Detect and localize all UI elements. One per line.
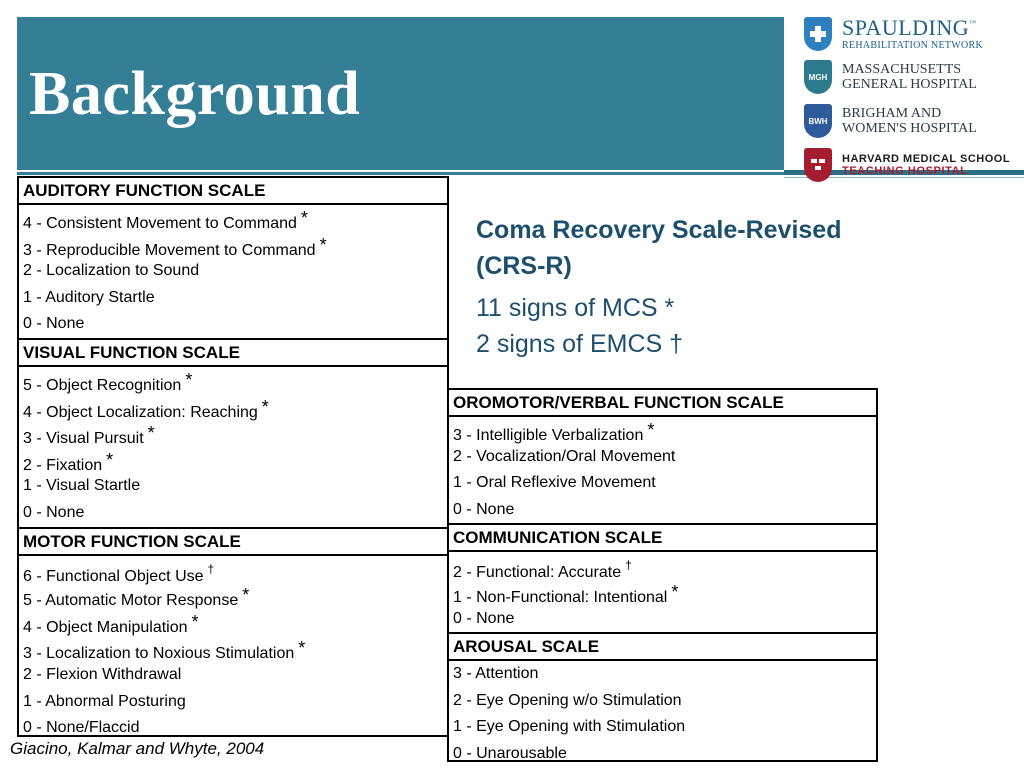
spaulding-logo (804, 16, 983, 51)
title-bar (17, 17, 784, 170)
scale-item-text: 1 - Auditory Startle (23, 288, 155, 306)
mgh-logo (804, 60, 977, 94)
scale-header: AUDITORY FUNCTION SCALE (19, 178, 447, 205)
crs-signs (476, 290, 683, 362)
scale-item-text: 3 - Localization to Noxious Stimulation (23, 645, 295, 663)
emcs-mark: † (625, 558, 632, 573)
scale-item (19, 285, 447, 312)
scale-item-text: 1 - Non-Functional: Intentional (453, 588, 668, 606)
mcs-mark: * (191, 611, 199, 632)
spaulding-cross-icon (804, 17, 832, 51)
crs-title: Coma Recovery Scale-Revised (CRS-R) (476, 216, 842, 280)
scale-header: MOTOR FUNCTION SCALE (19, 529, 447, 556)
scale-item-text: 3 - Attention (453, 665, 539, 683)
scale-item (19, 473, 447, 500)
mcs-mark: * (185, 369, 193, 390)
scale-item-text: 3 - Visual Pursuit (23, 430, 144, 448)
scale-header: OROMOTOR/VERBAL FUNCTION SCALE (449, 390, 876, 417)
scale-item-text: 4 - Consistent Movement to Command (23, 215, 297, 232)
scale-item (19, 205, 447, 232)
spaulding-name: SPAULDING (842, 15, 970, 40)
title-underline (17, 172, 784, 175)
scale-item-text: 0 - None (23, 503, 85, 521)
scale-item-text: 4 - Object Manipulation (23, 618, 188, 636)
scale-item (449, 606, 876, 633)
scale-item (449, 552, 876, 582)
scale-item (449, 741, 876, 768)
harvard-name: HARVARD MEDICAL SCHOOL (842, 152, 1011, 165)
scale-item-text: 0 - Unarousable (453, 744, 567, 762)
scale-item (19, 582, 447, 609)
mcs-mark: * (242, 585, 250, 606)
scale-item (19, 556, 447, 583)
scale-item (449, 579, 876, 606)
mgh-name-line1: MASSACHUSETTS (842, 61, 962, 77)
scale-item (19, 500, 447, 527)
mcs-mark: * (671, 581, 679, 602)
slide-title: Background (29, 60, 361, 128)
scale-item-text: 6 - Functional Object Use (23, 567, 204, 585)
scale-item-text: 2 - Vocalization/Oral Movement (453, 447, 676, 465)
scale-item (449, 714, 876, 741)
scale-section (19, 340, 447, 529)
scale-item (19, 689, 447, 716)
scale-item-text: 1 - Abnormal Posturing (23, 692, 186, 710)
scale-header: VISUAL FUNCTION SCALE (19, 340, 447, 367)
harvard-shield-icon (804, 148, 832, 182)
scale-item-text: 1 - Oral Reflexive Movement (453, 474, 656, 492)
scale-item (19, 662, 447, 689)
scale-item (449, 688, 876, 715)
scale-item-text: 2 - Flexion Withdrawal (23, 665, 182, 683)
scale-item (449, 444, 876, 471)
scale-item-text: 0 - None (23, 315, 85, 333)
scale-item (449, 661, 876, 688)
scale-section (449, 525, 876, 634)
mcs-mark: * (319, 234, 327, 255)
scale-item (19, 420, 447, 447)
scale-header: COMMUNICATION SCALE (449, 525, 876, 552)
scale-item-text: 5 - Object Recognition (23, 376, 182, 394)
scale-item-text: 0 - None (453, 500, 515, 518)
scale-item-text: 4 - Object Localization: Reaching (23, 403, 258, 421)
mcs-mark: * (300, 208, 308, 228)
bwh-shield-icon: BWH (804, 104, 832, 138)
mcs-mark: * (147, 423, 155, 444)
mcs-mark: * (647, 420, 655, 440)
scale-item-text: 2 - Functional: Accurate (453, 564, 622, 582)
harvard-logo (804, 148, 1010, 182)
left-scale-table (17, 176, 449, 737)
bwh-name-line2: WOMEN'S HOSPITAL (842, 121, 977, 136)
mcs-mark: * (106, 449, 114, 470)
scale-item-text: 1 - Visual Startle (23, 477, 141, 495)
scale-item (19, 715, 447, 742)
scale-item-text: 0 - None (453, 609, 515, 627)
scale-item-text: 0 - None/Flaccid (23, 719, 140, 737)
scale-item-text: 3 - Reproducible Movement to Command (23, 241, 316, 259)
bwh-logo (804, 104, 977, 138)
scale-item (19, 258, 447, 285)
scale-item-text: 2 - Eye Opening w/o Stimulation (453, 691, 682, 709)
scale-item (19, 609, 447, 636)
mgh-name-line2: GENERAL HOSPITAL (842, 77, 977, 92)
mcs-signs: 11 signs of MCS * (476, 294, 675, 322)
scale-item (19, 447, 447, 474)
mgh-shield-icon: MGH (804, 60, 832, 94)
emcs-mark: † (207, 561, 215, 576)
scale-item (19, 635, 447, 662)
scale-item (449, 417, 876, 444)
spaulding-tm: ™ (969, 19, 977, 27)
scale-section (449, 390, 876, 525)
scale-item (449, 497, 876, 524)
harvard-subtitle: TEACHING HOSPITAL (842, 165, 968, 177)
scale-item (19, 311, 447, 338)
mcs-mark: * (298, 638, 306, 659)
scale-section (19, 178, 447, 340)
scale-section (449, 634, 876, 767)
right-scale-table (447, 388, 878, 762)
citation: Giacino, Kalmar and Whyte, 2004 (10, 739, 265, 758)
scale-item (19, 394, 447, 421)
scale-item-text: 3 - Intelligible Verbalization (453, 427, 644, 444)
scale-item-text: 5 - Automatic Motor Response (23, 592, 239, 610)
scale-item (19, 232, 447, 259)
emcs-signs: 2 signs of EMCS † (476, 330, 684, 358)
scale-header: AROUSAL SCALE (449, 634, 876, 661)
scale-item (19, 367, 447, 394)
mcs-mark: * (261, 396, 269, 417)
scale-item-text: 2 - Fixation (23, 456, 103, 474)
bwh-name-line1: BRIGHAM AND (842, 105, 942, 121)
spaulding-subtitle: REHABILITATION NETWORK (842, 40, 984, 52)
scale-item-text: 2 - Localization to Sound (23, 262, 200, 280)
scale-item-text: 1 - Eye Opening with Stimulation (453, 718, 686, 736)
scale-item (449, 470, 876, 497)
scale-section (19, 529, 447, 742)
